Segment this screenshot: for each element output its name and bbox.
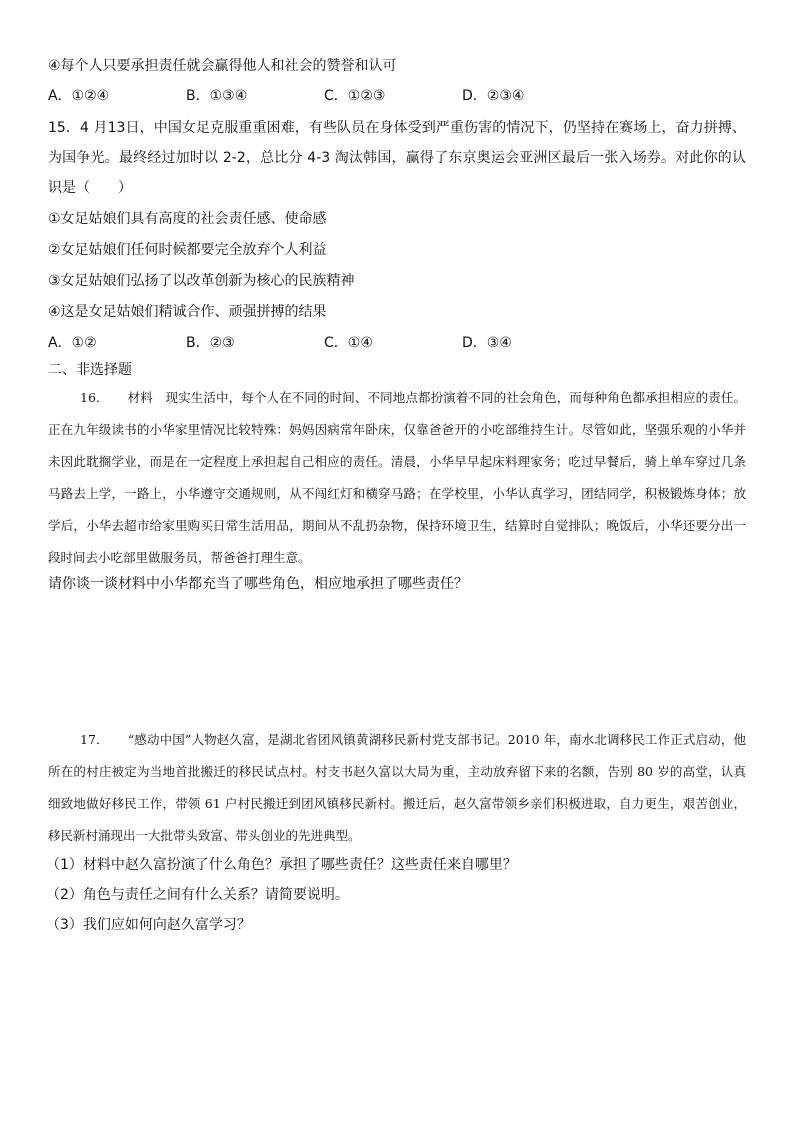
- q15-option-c: C．①④: [324, 335, 373, 351]
- q14-option-a: A．①②④: [48, 88, 110, 104]
- q14-option-d: D．②③④: [462, 88, 525, 104]
- q15-item-3: ③女足姑娘们弘扬了以改革创新为核心的民族精神: [48, 273, 355, 289]
- q14-item-4: ④每个人只要承担责任就会赢得他人和社会的赞誉和认可: [48, 58, 397, 74]
- q14-option-b: B．①③④: [186, 88, 248, 104]
- q16-question: 请你谈一谈材料中小华都充当了哪些角色，相应地承担了哪些责任？: [48, 576, 468, 592]
- section-2-title: 二、非选择题: [48, 362, 132, 378]
- q15-option-b: B．②③: [186, 335, 235, 351]
- q15-stem: 15．4 月13日，中国女足克服重重困难，有些队员在身体受到严重伤害的情况下，仍坚持在赛场上，奋力拼搏、为国争光。最终经过加时以 2-2，总比分 4-3 淘汰韩国，赢得了东京奥运会亚洲区最后一张入场券。对此你的认识是（ ）: [48, 120, 746, 196]
- q14-option-c: C．①②③: [324, 88, 386, 104]
- q15-item-2: ②女足姑娘们任何时候都要完全放弃个人利益: [48, 242, 327, 258]
- q16-material: 16． 材料 现实生活中，每个人在不同的时间、不同地点都扮演着不同的社会角色，而每种角色都承担相应的责任。正在九年级读书的小华家里情况比较特殊：妈妈因病常年卧床，仅靠爸爸开的小吃部维持生计。尽管如此，坚强乐观的小华并未因此耽搁学业，而是在一定程度上承担起自己相应的责任。清晨，小华早早起床料理家务；吃过早餐后，骑上单车穿过几条马路去上学，一路上，小华遵守交通规则，从不闯红灯和横穿马路；在学校里，小华认真学习，团结同学，积极锻炼身体；放学后，小华去超市给家里购买日常生活用品，期间从不乱扔杂物，保持环境卫生，结算时自觉排队；晚饭后，小华还要分出一段时间去小吃部里做服务员，帮爸爸打理生意。: [48, 390, 746, 565]
- q15-option-d: D．③④: [462, 335, 512, 351]
- q15-option-a: A．①②: [48, 335, 97, 351]
- q17-sub-3: （3）我们应如何向赵久富学习？: [46, 917, 251, 933]
- q17-material: 17． “感动中国”人物赵久富，是湖北省团风镇黄湖移民新村党支部书记。2010 年，南水北调移民工作正式启动，他所在的村庄被定为当地首批搬迁的移民试点村。村支书赵久富以大局为重，主动放弃留下来的名额，告别 80 岁的高堂，认真细致地做好移民工作，带领 61 户村民搬迁到团风镇移民新村。搬迁后，赵久富带领乡亲们积极进取，自力更生，艰苦创业，移民新村涌现出一大批带头致富、带头创业的先进典型。: [48, 732, 746, 843]
- q17-sub-1: （1）材料中赵久富扮演了什么角色？承担了哪些责任？这些责任来自哪里？: [46, 857, 517, 873]
- q15-item-1: ①女足姑娘们具有高度的社会责任感、使命感: [48, 211, 327, 227]
- q15-item-4: ④这是女足姑娘们精诚合作、顽强拼搏的结果: [48, 304, 327, 320]
- q17-sub-2: （2）角色与责任之间有什么关系？请简要说明。: [46, 887, 349, 903]
